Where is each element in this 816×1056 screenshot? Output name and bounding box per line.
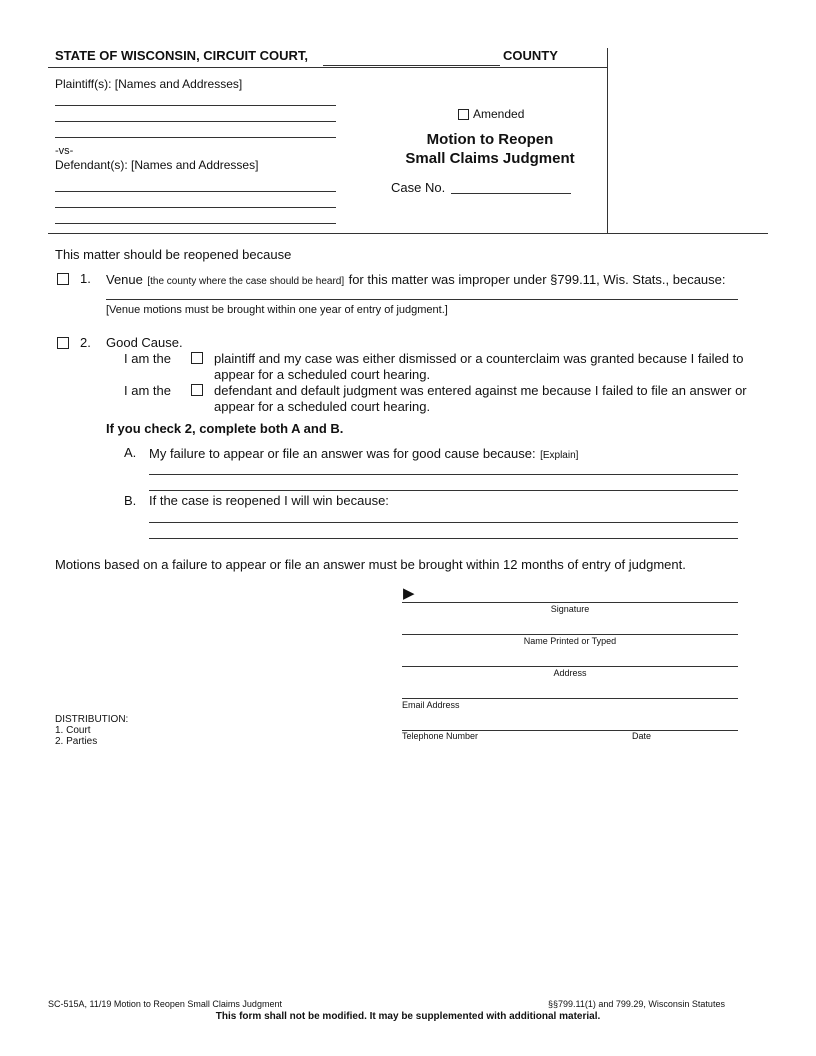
good-cause-label: Good Cause. <box>106 335 183 350</box>
venue-label: Venue <box>106 272 143 287</box>
defendant-statement <box>214 383 747 415</box>
part-b-label: B. <box>124 493 137 508</box>
county-name-line[interactable] <box>323 65 500 66</box>
caption-bottom-rule <box>48 233 768 234</box>
case-number-line[interactable] <box>451 193 571 194</box>
signature-line[interactable] <box>402 602 738 603</box>
plaintiff-statement-line-1: plaintiff and my case was either dismissed or a counterclaim was granted because I failed to <box>214 351 744 366</box>
amended-checkbox[interactable] <box>458 109 469 120</box>
county-label: COUNTY <box>503 48 558 63</box>
venue-deadline-note: [Venue motions must be brought within one year of entry of judgment.] <box>106 304 448 316</box>
defendant-checkbox[interactable] <box>191 384 203 396</box>
email-label: Email Address <box>402 700 460 710</box>
plaintiff-line-1[interactable] <box>55 105 336 106</box>
defendant-line-1[interactable] <box>55 191 336 192</box>
defendant-line-2[interactable] <box>55 207 336 208</box>
defendant-prefix: I am the <box>124 383 171 398</box>
email-line[interactable] <box>402 698 738 699</box>
address-label: Address <box>553 668 587 678</box>
reopen-intro: This matter should be reopened because <box>55 247 292 262</box>
signature-label: Signature <box>550 604 590 614</box>
name-line[interactable] <box>402 634 738 635</box>
part-a-label: A. <box>124 445 137 460</box>
versus-label: -vs- <box>55 145 74 157</box>
footer-statutes: §§799.11(1) and 799.29, Wisconsin Statutes <box>548 999 725 1009</box>
distribution-list <box>55 714 128 747</box>
part-a-note: [Explain] <box>540 450 579 461</box>
venue-reason-line[interactable] <box>106 299 738 300</box>
court-caption: STATE OF WISCONSIN, CIRCUIT COURT, <box>55 48 309 63</box>
date-label: Date <box>632 731 652 741</box>
amended-label: Amended <box>473 107 525 121</box>
venue-statement <box>106 271 726 289</box>
signature-arrow-icon: ▶ <box>403 585 415 602</box>
form-title-line-1: Motion to Reopen <box>426 131 554 148</box>
defendant-statement-line-1: defendant and default judgment was entered against me because I failed to file an answer or <box>214 383 747 398</box>
part-b-line-1[interactable] <box>149 522 738 523</box>
distribution-heading: DISTRIBUTION: <box>55 714 129 725</box>
venue-checkbox[interactable] <box>57 273 69 285</box>
defendant-statement-line-2: appear for a scheduled court hearing. <box>214 399 431 414</box>
name-label: Name Printed or Typed <box>523 636 617 646</box>
venue-note: [the county where the case should be heard] <box>147 276 345 287</box>
plaintiff-prefix: I am the <box>124 351 171 366</box>
plaintiff-statement <box>214 351 743 383</box>
plaintiff-line-2[interactable] <box>55 121 336 122</box>
part-a-text: My failure to appear or file an answer was for good cause because: <box>149 446 536 461</box>
venue-text: for this matter was improper under §799.11, Wis. Stats., because: <box>348 272 726 287</box>
part-a-line-2[interactable] <box>149 490 738 491</box>
defendants-label: Defendant(s): [Names and Addresses] <box>55 158 259 172</box>
part-a-statement <box>149 445 578 463</box>
plaintiff-checkbox[interactable] <box>191 352 203 364</box>
telephone-label: Telephone Number <box>402 731 479 741</box>
item-1-number: 1. <box>80 271 91 286</box>
part-b-line-2[interactable] <box>149 538 738 539</box>
caption-vertical-rule <box>607 48 608 234</box>
form-title-line-2: Small Claims Judgment <box>405 150 575 167</box>
defendant-line-3[interactable] <box>55 223 336 224</box>
part-a-line-1[interactable] <box>149 474 738 475</box>
plaintiffs-label: Plaintiff(s): [Names and Addresses] <box>55 77 243 91</box>
check-2-instruction: If you check 2, complete both A and B. <box>106 421 344 436</box>
form-title <box>380 130 600 168</box>
motions-deadline-note: Motions based on a failure to appear or file an answer must be brought within 12 months of entry of judgment. <box>55 557 686 572</box>
footer-notice: This form shall not be modified. It may be supplemented with additional material. <box>215 1011 601 1022</box>
distribution-item-court: 1. Court <box>55 725 91 736</box>
caption-top-rule <box>48 67 607 68</box>
footer-form-id: SC-515A, 11/19 Motion to Reopen Small Claims Judgment <box>48 999 282 1009</box>
address-line[interactable] <box>402 666 738 667</box>
plaintiff-statement-line-2: appear for a scheduled court hearing. <box>214 367 431 382</box>
good-cause-checkbox[interactable] <box>57 337 69 349</box>
plaintiff-line-3[interactable] <box>55 137 336 138</box>
item-2-number: 2. <box>80 335 91 350</box>
case-number-label: Case No. <box>391 180 446 195</box>
part-b-text: If the case is reopened I will win because: <box>149 493 389 508</box>
distribution-item-parties: 2. Parties <box>55 736 98 747</box>
